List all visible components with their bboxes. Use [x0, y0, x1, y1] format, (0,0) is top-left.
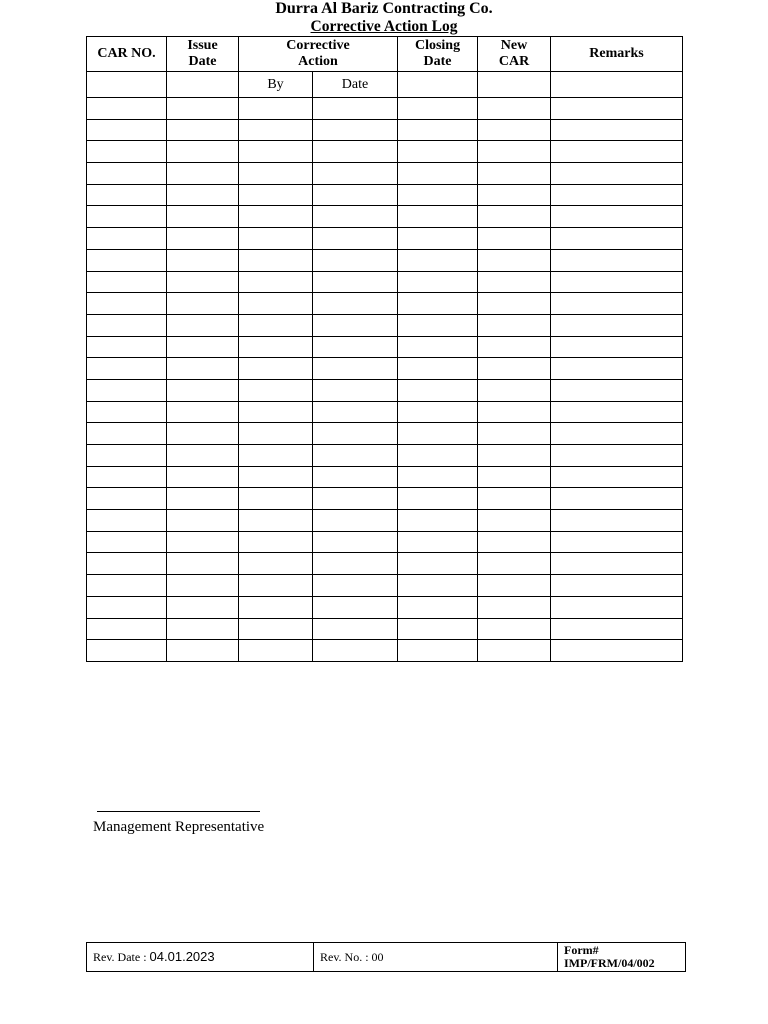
cell-ca-date[interactable]	[313, 510, 398, 532]
cell-new-car[interactable]	[478, 401, 551, 423]
cell-closing-date[interactable]	[398, 596, 478, 618]
cell-remarks[interactable]	[551, 314, 683, 336]
col-header-ca-by: By	[239, 72, 313, 98]
cell-car-no[interactable]	[87, 163, 167, 185]
cell-remarks[interactable]	[551, 228, 683, 250]
cell-new-car[interactable]	[478, 314, 551, 336]
table-row	[87, 553, 683, 575]
cell-ca-date[interactable]	[313, 401, 398, 423]
table-row	[87, 466, 683, 488]
cell-issue-date[interactable]	[167, 640, 239, 662]
cell-new-car[interactable]	[478, 228, 551, 250]
cell-remarks[interactable]	[551, 401, 683, 423]
cell-issue-date[interactable]	[167, 119, 239, 141]
cell-closing-date[interactable]	[398, 553, 478, 575]
cell-new-car[interactable]	[478, 249, 551, 271]
cell-issue-date[interactable]	[167, 206, 239, 228]
cell-car-no[interactable]	[87, 401, 167, 423]
cell-closing-date[interactable]	[398, 445, 478, 467]
cell-new-car[interactable]	[478, 488, 551, 510]
cell-car-no[interactable]	[87, 358, 167, 380]
cell-closing-date[interactable]	[398, 423, 478, 445]
cell-issue-date[interactable]	[167, 271, 239, 293]
cell-new-car[interactable]	[478, 184, 551, 206]
cell-remarks[interactable]	[551, 249, 683, 271]
cell-new-car[interactable]	[478, 423, 551, 445]
cell-car-no[interactable]	[87, 98, 167, 120]
cell-ca-by[interactable]	[239, 228, 313, 250]
cell-closing-date[interactable]	[398, 249, 478, 271]
cell-issue-date[interactable]	[167, 314, 239, 336]
cell-issue-date[interactable]	[167, 141, 239, 163]
cell-car-no[interactable]	[87, 379, 167, 401]
cell-car-no[interactable]	[87, 314, 167, 336]
cell-ca-by[interactable]	[239, 293, 313, 315]
cell-ca-by[interactable]	[239, 553, 313, 575]
cell-issue-date[interactable]	[167, 249, 239, 271]
cell-ca-by[interactable]	[239, 531, 313, 553]
cell-closing-date[interactable]	[398, 358, 478, 380]
cell-ca-date[interactable]	[313, 119, 398, 141]
subheader-empty-issue-date	[167, 72, 239, 98]
cell-new-car[interactable]	[478, 141, 551, 163]
cell-ca-date[interactable]	[313, 488, 398, 510]
cell-issue-date[interactable]	[167, 618, 239, 640]
cell-closing-date[interactable]	[398, 119, 478, 141]
cell-ca-by[interactable]	[239, 98, 313, 120]
table-row	[87, 271, 683, 293]
cell-remarks[interactable]	[551, 596, 683, 618]
cell-car-no[interactable]	[87, 531, 167, 553]
management-representative-label: Management Representative	[93, 819, 265, 835]
cell-issue-date[interactable]	[167, 336, 239, 358]
table-row	[87, 510, 683, 532]
table-row	[87, 293, 683, 315]
rev-no-cell: Rev. No. : 00	[314, 943, 558, 972]
form-footer	[86, 942, 686, 972]
table-row	[87, 379, 683, 401]
cell-ca-date[interactable]	[313, 228, 398, 250]
cell-ca-date[interactable]	[313, 271, 398, 293]
cell-new-car[interactable]	[478, 379, 551, 401]
table-row	[87, 336, 683, 358]
form-title-text: Corrective Action Log	[310, 18, 458, 35]
cell-issue-date[interactable]	[167, 401, 239, 423]
cell-issue-date[interactable]	[167, 466, 239, 488]
cell-closing-date[interactable]	[398, 184, 478, 206]
cell-closing-date[interactable]	[398, 98, 478, 120]
cell-ca-date[interactable]	[313, 379, 398, 401]
table-row	[87, 206, 683, 228]
cell-issue-date[interactable]	[167, 98, 239, 120]
cell-new-car[interactable]	[478, 445, 551, 467]
cell-ca-by[interactable]	[239, 358, 313, 380]
cell-new-car[interactable]	[478, 510, 551, 532]
cell-issue-date[interactable]	[167, 596, 239, 618]
table-row	[87, 358, 683, 380]
cell-car-no[interactable]	[87, 228, 167, 250]
cell-closing-date[interactable]	[398, 228, 478, 250]
cell-issue-date[interactable]	[167, 510, 239, 532]
subheader-empty-remarks	[551, 72, 683, 98]
cell-remarks[interactable]	[551, 271, 683, 293]
cell-new-car[interactable]	[478, 336, 551, 358]
company-name: Durra Al Bariz Contracting Co.	[275, 0, 493, 17]
cell-car-no[interactable]	[87, 510, 167, 532]
signature-line	[97, 811, 260, 812]
cell-new-car[interactable]	[478, 618, 551, 640]
col-header-issue-date: Issue Date	[167, 37, 239, 72]
cell-new-car[interactable]	[478, 98, 551, 120]
table-row	[87, 401, 683, 423]
cell-remarks[interactable]	[551, 575, 683, 597]
cell-closing-date[interactable]	[398, 640, 478, 662]
cell-ca-by[interactable]	[239, 119, 313, 141]
cell-remarks[interactable]	[551, 293, 683, 315]
cell-remarks[interactable]	[551, 423, 683, 445]
table-row	[87, 531, 683, 553]
cell-issue-date[interactable]	[167, 379, 239, 401]
cell-closing-date[interactable]	[398, 336, 478, 358]
cell-closing-date[interactable]	[398, 141, 478, 163]
corrective-action-log-table	[86, 36, 683, 662]
cell-ca-date[interactable]	[313, 98, 398, 120]
cell-remarks[interactable]	[551, 206, 683, 228]
col-header-remarks: Remarks	[551, 37, 683, 72]
table-row	[87, 98, 683, 120]
table-row	[87, 119, 683, 141]
cell-car-no[interactable]	[87, 596, 167, 618]
rev-date-label: Rev. Date :	[93, 950, 150, 964]
cell-new-car[interactable]	[478, 271, 551, 293]
cell-ca-date[interactable]	[313, 206, 398, 228]
cell-ca-by[interactable]	[239, 423, 313, 445]
cell-new-car[interactable]	[478, 553, 551, 575]
cell-car-no[interactable]	[87, 184, 167, 206]
header-row	[87, 37, 683, 72]
cell-new-car[interactable]	[478, 596, 551, 618]
cell-ca-date[interactable]	[313, 596, 398, 618]
cell-issue-date[interactable]	[167, 553, 239, 575]
subheader-empty-closing-date	[398, 72, 478, 98]
subheader-empty-new-car	[478, 72, 551, 98]
cell-issue-date[interactable]	[167, 228, 239, 250]
table-row	[87, 640, 683, 662]
log-body	[87, 98, 683, 662]
cell-remarks[interactable]	[551, 98, 683, 120]
cell-remarks[interactable]	[551, 358, 683, 380]
cell-ca-date[interactable]	[313, 336, 398, 358]
cell-new-car[interactable]	[478, 575, 551, 597]
cell-ca-date[interactable]	[313, 445, 398, 467]
cell-ca-date[interactable]	[313, 141, 398, 163]
cell-remarks[interactable]	[551, 379, 683, 401]
cell-remarks[interactable]	[551, 336, 683, 358]
cell-remarks[interactable]	[551, 163, 683, 185]
table-row	[87, 163, 683, 185]
cell-closing-date[interactable]	[398, 466, 478, 488]
cell-remarks[interactable]	[551, 119, 683, 141]
cell-ca-by[interactable]	[239, 640, 313, 662]
cell-ca-date[interactable]	[313, 640, 398, 662]
cell-ca-date[interactable]	[313, 184, 398, 206]
cell-car-no[interactable]	[87, 488, 167, 510]
cell-issue-date[interactable]	[167, 488, 239, 510]
cell-closing-date[interactable]	[398, 206, 478, 228]
cell-car-no[interactable]	[87, 271, 167, 293]
cell-new-car[interactable]	[478, 119, 551, 141]
cell-closing-date[interactable]	[398, 293, 478, 315]
cell-issue-date[interactable]	[167, 184, 239, 206]
cell-car-no[interactable]	[87, 293, 167, 315]
col-header-corrective-action: Corrective Action	[239, 37, 398, 72]
cell-ca-date[interactable]	[313, 618, 398, 640]
cell-car-no[interactable]	[87, 553, 167, 575]
cell-ca-by[interactable]	[239, 249, 313, 271]
cell-closing-date[interactable]	[398, 401, 478, 423]
cell-issue-date[interactable]	[167, 423, 239, 445]
cell-ca-by[interactable]	[239, 141, 313, 163]
cell-ca-by[interactable]	[239, 466, 313, 488]
cell-ca-by[interactable]	[239, 314, 313, 336]
table-row	[87, 445, 683, 467]
cell-issue-date[interactable]	[167, 531, 239, 553]
cell-remarks[interactable]	[551, 553, 683, 575]
cell-remarks[interactable]	[551, 184, 683, 206]
form-label: Form#	[564, 943, 599, 957]
cell-closing-date[interactable]	[398, 531, 478, 553]
cell-ca-date[interactable]	[313, 358, 398, 380]
table-row	[87, 228, 683, 250]
rev-date-value: 04.01.2023	[149, 949, 215, 964]
cell-ca-date[interactable]	[313, 531, 398, 553]
cell-remarks[interactable]	[551, 488, 683, 510]
cell-closing-date[interactable]	[398, 271, 478, 293]
table-row	[87, 314, 683, 336]
table-row	[87, 141, 683, 163]
cell-issue-date[interactable]	[167, 445, 239, 467]
cell-new-car[interactable]	[478, 163, 551, 185]
cell-ca-by[interactable]	[239, 488, 313, 510]
cell-ca-by[interactable]	[239, 401, 313, 423]
table-row	[87, 596, 683, 618]
footer-row	[87, 943, 686, 972]
cell-car-no[interactable]	[87, 640, 167, 662]
cell-car-no[interactable]	[87, 249, 167, 271]
cell-car-no[interactable]	[87, 445, 167, 467]
subheader-row	[87, 72, 683, 98]
table-row	[87, 249, 683, 271]
col-header-new-car: New CAR	[478, 37, 551, 72]
cell-closing-date[interactable]	[398, 510, 478, 532]
form-number-cell	[558, 943, 686, 972]
cell-car-no[interactable]	[87, 618, 167, 640]
cell-remarks[interactable]	[551, 618, 683, 640]
cell-new-car[interactable]	[478, 466, 551, 488]
cell-remarks[interactable]	[551, 445, 683, 467]
cell-new-car[interactable]	[478, 358, 551, 380]
cell-car-no[interactable]	[87, 466, 167, 488]
cell-ca-by[interactable]	[239, 206, 313, 228]
rev-date-cell	[87, 943, 314, 972]
cell-ca-by[interactable]	[239, 163, 313, 185]
cell-car-no[interactable]	[87, 336, 167, 358]
cell-ca-by[interactable]	[239, 575, 313, 597]
cell-closing-date[interactable]	[398, 314, 478, 336]
cell-ca-by[interactable]	[239, 445, 313, 467]
cell-new-car[interactable]	[478, 531, 551, 553]
form-title	[0, 18, 768, 36]
cell-car-no[interactable]	[87, 206, 167, 228]
cell-car-no[interactable]	[87, 119, 167, 141]
cell-remarks[interactable]	[551, 466, 683, 488]
cell-ca-date[interactable]	[313, 163, 398, 185]
table-row	[87, 488, 683, 510]
cell-new-car[interactable]	[478, 640, 551, 662]
col-header-ca-date: Date	[313, 72, 398, 98]
cell-closing-date[interactable]	[398, 163, 478, 185]
cell-new-car[interactable]	[478, 293, 551, 315]
cell-issue-date[interactable]	[167, 163, 239, 185]
table-row	[87, 184, 683, 206]
cell-closing-date[interactable]	[398, 379, 478, 401]
form-number: IMP/FRM/04/002	[564, 956, 655, 970]
cell-issue-date[interactable]	[167, 293, 239, 315]
cell-ca-by[interactable]	[239, 271, 313, 293]
col-header-car-no: CAR NO.	[87, 37, 167, 72]
cell-remarks[interactable]	[551, 141, 683, 163]
cell-ca-date[interactable]	[313, 423, 398, 445]
cell-new-car[interactable]	[478, 206, 551, 228]
cell-car-no[interactable]	[87, 141, 167, 163]
cell-car-no[interactable]	[87, 423, 167, 445]
cell-closing-date[interactable]	[398, 488, 478, 510]
cell-ca-by[interactable]	[239, 184, 313, 206]
cell-ca-by[interactable]	[239, 596, 313, 618]
cell-remarks[interactable]	[551, 510, 683, 532]
cell-closing-date[interactable]	[398, 575, 478, 597]
cell-remarks[interactable]	[551, 531, 683, 553]
cell-ca-date[interactable]	[313, 249, 398, 271]
cell-remarks[interactable]	[551, 640, 683, 662]
table-row	[87, 618, 683, 640]
cell-issue-date[interactable]	[167, 575, 239, 597]
cell-issue-date[interactable]	[167, 358, 239, 380]
subheader-empty-car-no	[87, 72, 167, 98]
cell-ca-date[interactable]	[313, 466, 398, 488]
cell-ca-date[interactable]	[313, 314, 398, 336]
cell-ca-date[interactable]	[313, 553, 398, 575]
cell-ca-by[interactable]	[239, 510, 313, 532]
table-row	[87, 575, 683, 597]
cell-ca-by[interactable]	[239, 618, 313, 640]
cell-ca-by[interactable]	[239, 379, 313, 401]
cell-ca-date[interactable]	[313, 293, 398, 315]
cell-car-no[interactable]	[87, 575, 167, 597]
cell-ca-date[interactable]	[313, 575, 398, 597]
cell-closing-date[interactable]	[398, 618, 478, 640]
col-header-closing-date: Closing Date	[398, 37, 478, 72]
cell-ca-by[interactable]	[239, 336, 313, 358]
table-row	[87, 423, 683, 445]
